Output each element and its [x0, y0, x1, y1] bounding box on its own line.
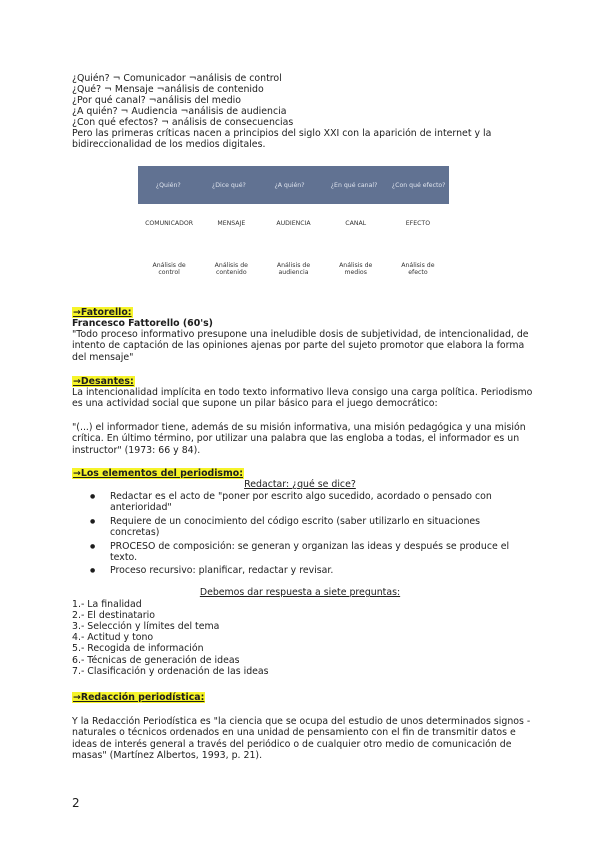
table-header-cell: ¿Quién? [155, 181, 181, 189]
desantes-quote: "(...) el informador tiene, además de su misión informativa, una misión pedagógica y una misión crítica. En último término, por utilizar una palabra que las engloba a todas, el informador es un instructor" (1973: 66 y 84). [72, 422, 526, 456]
table-cell: COMUNICADOR [145, 219, 194, 227]
line-efectos: ¿Con qué efectos? ¬ análisis de consecuencias [72, 117, 294, 128]
lasswell-table [138, 166, 449, 296]
redactar-list [72, 491, 532, 579]
subheading-redactar: Redactar: ¿qué se dice? [244, 479, 356, 490]
table-header-cell: ¿Con qué efecto? [391, 181, 446, 189]
table-cell: AUDIENCIA [276, 219, 311, 227]
table-cell: Análisis de contenido [214, 262, 248, 276]
list-item: ● Proceso recursivo: planificar, redactar y revisar. [72, 565, 532, 576]
author-name: Francesco Fattorello (60's) [72, 318, 213, 329]
table-cell: Análisis de medios [339, 262, 373, 276]
table-cell: Análisis de audiencia [276, 262, 311, 276]
table-cell: MENSAJE [217, 219, 246, 227]
list-item: 7.- Clasificación y ordenación de las ideas [72, 666, 269, 677]
section-heading-fattorello: →Fatorello: [73, 307, 132, 318]
line-a-quien: ¿A quién? ¬ Audiencia ¬análisis de audiencia [72, 106, 287, 117]
redaccion-paragraph: Y la Redacción Periodística es "la ciencia que se ocupa del estudio de unos determinados signos -naturales o técnicos ordenados en una unidad de pensamiento con el fin de transmitir datos e ideas de interés general a través del periódico o de cualquier otro medio de comunicación de masas" (Martínez Albertos, 1993, p. 21). [72, 716, 531, 762]
table-row [138, 204, 449, 242]
line-quien: ¿Quién? ¬ Comunicador ¬análisis de control [72, 73, 282, 84]
list-item: 4.- Actitud y tono [72, 632, 154, 643]
list-item: 5.- Recogida de información [72, 643, 204, 654]
table-cell: Análisis de control [152, 262, 186, 276]
table-cell: Análisis de efecto [401, 262, 435, 276]
line-que: ¿Qué? ¬ Mensaje ¬análisis de contenido [72, 84, 264, 95]
section-heading-redaccion: →Redacción periodística: [73, 692, 205, 703]
list-item: 6.- Técnicas de generación de ideas [72, 655, 240, 666]
section-heading-desantes: →Desantes: [73, 376, 134, 387]
line-canal: ¿Por qué canal? ¬análisis del medio [72, 95, 241, 106]
table-header-cell: ¿En qué canal? [330, 181, 378, 189]
desantes-paragraph: La intencionalidad implícita en todo texto informativo lleva consigo una carga política. Periodismo es una actividad social que supone un pilar básico para el juego democrático: [72, 387, 533, 410]
page-number: 2 [72, 796, 80, 810]
table-cell: CANAL [345, 219, 367, 227]
table-header-row [138, 166, 449, 204]
table-header-cell: ¿Dice qué? [211, 181, 246, 189]
list-item: 2.- El destinatario [72, 610, 156, 621]
subheading-preguntas: Debemos dar respuesta a siete preguntas: [199, 587, 401, 598]
list-item: ● PROCESO de composición: se generan y organizan las ideas y después se produce el texto. [72, 541, 532, 564]
table-cell: EFECTO [405, 219, 431, 227]
list-item: 1.- La finalidad [72, 599, 142, 610]
list-item: ● Requiere de un conocimiento del código escrito (saber utilizarlo en situaciones concretas) [72, 516, 532, 539]
table-row [138, 242, 449, 296]
list-item: 3.- Selección y límites del tema [72, 621, 220, 632]
fattorello-quote: "Todo proceso informativo presupone una ineludible dosis de subjetividad, de intencionalidad, de intento de captación de las opiniones ajenas por parte del sujeto promotor que elabora la forma del mensaje" [72, 329, 529, 363]
table-header-cell: ¿A quién? [274, 181, 305, 189]
intro-paragraph: Pero las primeras críticas nacen a principios del siglo XXI con la aparición de internet y la bidireccionalidad de los medios digitales. [72, 128, 492, 151]
section-heading-elementos: →Los elementos del periodismo: [73, 468, 243, 479]
list-item: ● Redactar es el acto de "poner por escrito algo sucedido, acordado o pensado con anterioridad" [72, 491, 532, 514]
